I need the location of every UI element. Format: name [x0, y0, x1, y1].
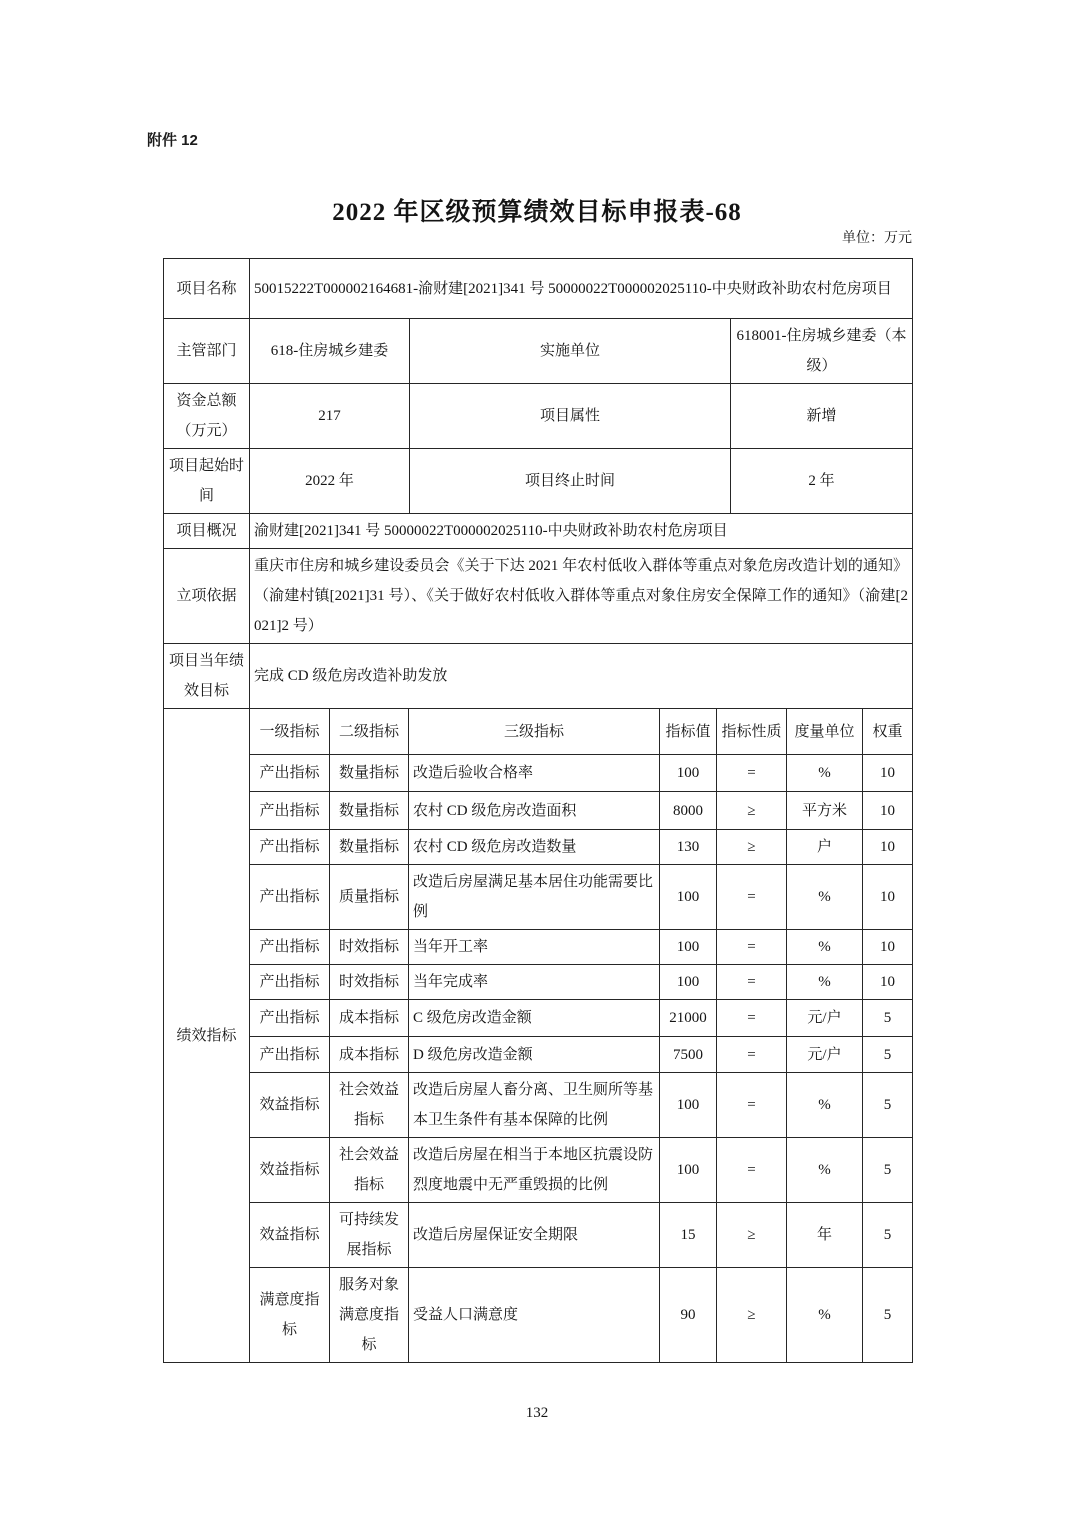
- indicator-cell-weight: 5: [863, 1138, 913, 1203]
- indicator-cell-nature: =: [717, 930, 787, 965]
- indicator-cell-level3: 农村 CD 级危房改造面积: [409, 792, 660, 830]
- indicator-cell-weight: 5: [863, 1073, 913, 1138]
- indicator-cell-unit: %: [787, 755, 863, 792]
- indicator-cell-value: 21000: [660, 1000, 717, 1037]
- indicator-cell-value: 8000: [660, 792, 717, 830]
- indicator-cell-nature: ≥: [717, 830, 787, 865]
- indicator-cell-weight: 10: [863, 965, 913, 1000]
- indicator-cell-level2: 时效指标: [330, 965, 409, 1000]
- indicator-cell-value: 90: [660, 1268, 717, 1363]
- indicator-cell-value: 100: [660, 1138, 717, 1203]
- indicator-cell-level1: 效益指标: [250, 1203, 330, 1268]
- indicator-cell-level1: 效益指标: [250, 1138, 330, 1203]
- indicator-cell-level3: 当年开工率: [409, 930, 660, 965]
- indicator-cell-level2: 社会效益指标: [330, 1073, 409, 1138]
- header-level3: 三级指标: [409, 709, 660, 755]
- indicator-cell-level2: 质量指标: [330, 865, 409, 930]
- row-basis: [164, 549, 913, 644]
- indicator-cell-weight: 10: [863, 755, 913, 792]
- impl-unit-value: 618001-住房城乡建委（本级）: [731, 319, 913, 384]
- page-title: 2022 年区级预算绩效目标申报表-68: [332, 198, 742, 226]
- section-label: 绩效指标: [164, 709, 250, 1363]
- indicator-rows: [164, 709, 913, 1363]
- indicator-cell-weight: 5: [863, 1203, 913, 1268]
- performance-indicators-table: [163, 708, 913, 1363]
- indicator-row: [164, 1073, 913, 1138]
- indicator-cell-level3: 改造后房屋保证安全期限: [409, 1203, 660, 1268]
- indicator-cell-weight: 5: [863, 1268, 913, 1363]
- indicator-cell-unit: 户: [787, 830, 863, 865]
- attachment-label: 附件 12: [147, 132, 198, 149]
- indicator-cell-unit: %: [787, 1268, 863, 1363]
- indicator-cell-value: 100: [660, 865, 717, 930]
- indicator-cell-unit: %: [787, 865, 863, 930]
- indicator-cell-nature: =: [717, 1037, 787, 1073]
- indicator-cell-nature: ≥: [717, 1268, 787, 1363]
- header-value: 指标值: [660, 709, 717, 755]
- indicator-cell-level2: 成本指标: [330, 1037, 409, 1073]
- indicator-cell-value: 130: [660, 830, 717, 865]
- total-fund-label: 资金总额（万元）: [164, 384, 250, 449]
- indicator-cell-nature: =: [717, 1073, 787, 1138]
- indicator-cell-unit: 元/户: [787, 1037, 863, 1073]
- row-departments: [164, 319, 913, 384]
- indicator-row: [164, 1268, 913, 1363]
- indicator-cell-value: 100: [660, 1073, 717, 1138]
- dept-label: 主管部门: [164, 319, 250, 384]
- impl-unit-label: 实施单位: [410, 319, 731, 384]
- indicator-cell-weight: 5: [863, 1000, 913, 1037]
- indicator-cell-nature: =: [717, 1000, 787, 1037]
- indicator-cell-level1: 效益指标: [250, 1073, 330, 1138]
- indicator-cell-unit: 年: [787, 1203, 863, 1268]
- indicator-cell-level3: D 级危房改造金额: [409, 1037, 660, 1073]
- indicator-cell-level1: 产出指标: [250, 830, 330, 865]
- page-number: 132: [525, 1405, 549, 1421]
- indicator-row: [164, 755, 913, 792]
- end-label: 项目终止时间: [410, 449, 731, 514]
- project-name-value: 50015222T000002164681-渝财建[2021]341 号 50000022T000002025110-中央财政补助农村危房项目: [250, 259, 913, 319]
- indicator-row: [164, 1203, 913, 1268]
- indicator-cell-unit: 平方米: [787, 792, 863, 830]
- indicator-cell-weight: 10: [863, 865, 913, 930]
- indicator-cell-nature: ≥: [717, 792, 787, 830]
- indicator-header-row: [164, 709, 913, 755]
- indicator-row: [164, 792, 913, 830]
- indicator-cell-value: 100: [660, 965, 717, 1000]
- total-fund-value: 217: [250, 384, 410, 449]
- overview-value: 渝财建[2021]341 号 50000022T000002025110-中央财政补助农村危房项目: [250, 514, 913, 549]
- overview-label: 项目概况: [164, 514, 250, 549]
- unit-note: 单位：万元: [842, 231, 912, 246]
- indicator-cell-level1: 产出指标: [250, 865, 330, 930]
- indicator-cell-level2: 可持续发展指标: [330, 1203, 409, 1268]
- header-level2: 二级指标: [330, 709, 409, 755]
- indicator-cell-unit: %: [787, 1138, 863, 1203]
- indicator-row: [164, 865, 913, 930]
- indicator-cell-unit: %: [787, 1073, 863, 1138]
- indicator-cell-nature: =: [717, 965, 787, 1000]
- attribute-label: 项目属性: [410, 384, 731, 449]
- indicator-cell-unit: %: [787, 930, 863, 965]
- indicator-cell-level2: 数量指标: [330, 755, 409, 792]
- indicator-cell-level2: 数量指标: [330, 830, 409, 865]
- end-value: 2 年: [731, 449, 913, 514]
- indicator-cell-nature: =: [717, 1138, 787, 1203]
- indicator-cell-level1: 产出指标: [250, 755, 330, 792]
- indicator-cell-weight: 10: [863, 792, 913, 830]
- indicator-cell-level2: 社会效益指标: [330, 1138, 409, 1203]
- header-nature: 指标性质: [717, 709, 787, 755]
- indicator-cell-level2: 时效指标: [330, 930, 409, 965]
- annual-goal-label: 项目当年绩效目标: [164, 644, 250, 709]
- indicator-row: [164, 930, 913, 965]
- indicator-cell-level2: 成本指标: [330, 1000, 409, 1037]
- indicator-cell-level2: 服务对象满意度指标: [330, 1268, 409, 1363]
- indicator-row: [164, 965, 913, 1000]
- annual-goal-value: 完成 CD 级危房改造补助发放: [250, 644, 913, 709]
- indicator-cell-level3: 受益人口满意度: [409, 1268, 660, 1363]
- header-unit: 度量单位: [787, 709, 863, 755]
- basis-value: 重庆市住房和城乡建设委员会《关于下达 2021 年农村低收入群体等重点对象危房改造计划的通知》（渝建村镇[2021]31 号）、《关于做好农村低收入群体等重点对象住房安全保障工作的通知》（渝建[2021]2 号）: [250, 549, 913, 644]
- indicator-cell-value: 100: [660, 755, 717, 792]
- indicator-cell-level3: 农村 CD 级危房改造数量: [409, 830, 660, 865]
- indicator-cell-level3: C 级危房改造金额: [409, 1000, 660, 1037]
- indicator-cell-nature: =: [717, 865, 787, 930]
- indicator-cell-level3: 改造后房屋在相当于本地区抗震设防烈度地震中无严重毁损的比例: [409, 1138, 660, 1203]
- indicator-cell-level3: 改造后房屋满足基本居住功能需要比例: [409, 865, 660, 930]
- header-level1: 一级指标: [250, 709, 330, 755]
- indicator-cell-weight: 10: [863, 930, 913, 965]
- attribute-value: 新增: [731, 384, 913, 449]
- indicator-row: [164, 1138, 913, 1203]
- indicator-cell-level1: 产出指标: [250, 792, 330, 830]
- indicator-cell-level1: 产出指标: [250, 930, 330, 965]
- header-weight: 权重: [863, 709, 913, 755]
- row-dates: [164, 449, 913, 514]
- indicator-cell-level3: 当年完成率: [409, 965, 660, 1000]
- row-funding: [164, 384, 913, 449]
- row-project-name: [164, 259, 913, 319]
- indicator-row: [164, 830, 913, 865]
- dept-value: 618-住房城乡建委: [250, 319, 410, 384]
- indicator-cell-unit: 元/户: [787, 1000, 863, 1037]
- indicator-row: [164, 1037, 913, 1073]
- indicator-cell-level1: 满意度指标: [250, 1268, 330, 1363]
- indicator-cell-value: 100: [660, 930, 717, 965]
- start-label: 项目起始时间: [164, 449, 250, 514]
- basis-label: 立项依据: [164, 549, 250, 644]
- indicator-cell-unit: %: [787, 965, 863, 1000]
- project-info-table: [163, 258, 913, 709]
- indicator-cell-level1: 产出指标: [250, 1000, 330, 1037]
- indicator-cell-value: 7500: [660, 1037, 717, 1073]
- indicator-cell-level1: 产出指标: [250, 1037, 330, 1073]
- row-annual-goal: [164, 644, 913, 709]
- indicator-cell-level2: 数量指标: [330, 792, 409, 830]
- indicator-cell-weight: 5: [863, 1037, 913, 1073]
- declaration-table: [163, 258, 912, 1363]
- indicator-cell-nature: ≥: [717, 1203, 787, 1268]
- row-overview: [164, 514, 913, 549]
- indicator-row: [164, 1000, 913, 1037]
- indicator-cell-level3: 改造后房屋人畜分离、卫生厕所等基本卫生条件有基本保障的比例: [409, 1073, 660, 1138]
- indicator-cell-level3: 改造后验收合格率: [409, 755, 660, 792]
- indicator-cell-level1: 产出指标: [250, 965, 330, 1000]
- project-name-label: 项目名称: [164, 259, 250, 319]
- indicator-cell-nature: =: [717, 755, 787, 792]
- indicator-cell-weight: 10: [863, 830, 913, 865]
- indicator-cell-value: 15: [660, 1203, 717, 1268]
- start-value: 2022 年: [250, 449, 410, 514]
